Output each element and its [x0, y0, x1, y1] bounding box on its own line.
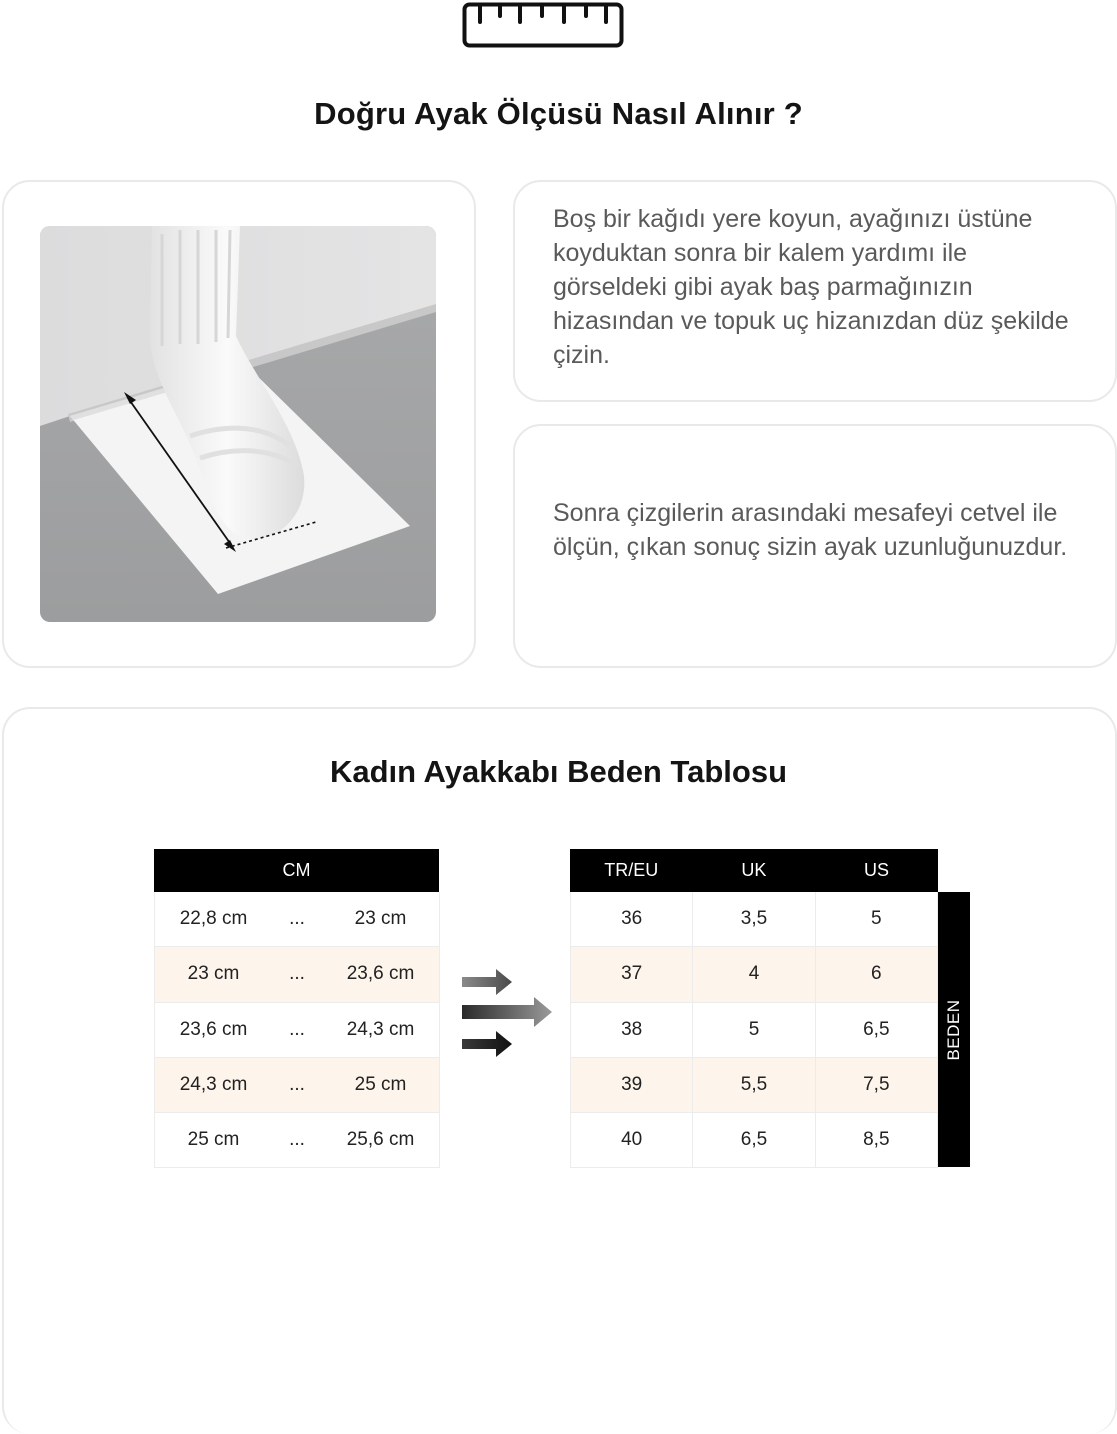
tr-eu-cell: 37 — [571, 947, 693, 1001]
beden-label-text: BEDEN — [944, 998, 963, 1061]
size-row — [570, 892, 938, 947]
us-header: US — [863, 860, 889, 880]
cm-separator: ... — [289, 1074, 305, 1096]
cm-header: CM — [154, 849, 439, 892]
cm-to: 23 cm — [354, 908, 407, 930]
cm-from: 22,8 cm — [179, 908, 248, 930]
cm-row — [154, 1003, 440, 1058]
cm-row — [154, 1113, 440, 1168]
cm-to: 25,6 cm — [346, 1129, 415, 1151]
cm-separator: ... — [289, 908, 305, 930]
cm-row — [154, 1058, 440, 1113]
cm-separator: ... — [289, 1129, 305, 1151]
step-2-text: Sonra çizgilerin arasındaki mesafeyi cetvel ile ölçün, çıkan sonuç sizin ayak uzunluğunuzdur. — [553, 499, 1068, 561]
tr-eu-cell: 38 — [571, 1003, 693, 1057]
cm-to: 23,6 cm — [346, 963, 415, 985]
tr-eu-cell: 39 — [571, 1058, 693, 1112]
uk-cell: 5 — [693, 1003, 815, 1057]
cm-from: 25 cm — [187, 1129, 240, 1151]
foot-measure-illustration — [40, 226, 436, 622]
cm-from: 23 cm — [187, 963, 240, 985]
cm-to: 24,3 cm — [346, 1018, 415, 1040]
us-cell: 8,5 — [816, 1113, 938, 1167]
tr-eu-header: TR/EU — [604, 860, 659, 880]
cm-row — [154, 947, 440, 1002]
size-row — [570, 947, 938, 1002]
cm-table — [154, 892, 440, 1168]
size-row — [570, 1003, 938, 1058]
us-cell: 5 — [816, 892, 938, 946]
size-row — [570, 1113, 938, 1168]
page-title: Doğru Ayak Ölçüsü Nasıl Alınır ? — [314, 96, 803, 131]
uk-cell: 4 — [693, 947, 815, 1001]
size-table — [570, 892, 938, 1168]
cm-row — [154, 892, 440, 947]
uk-cell: 5,5 — [693, 1058, 815, 1112]
ruler-icon — [462, 2, 624, 48]
uk-header: UK — [741, 860, 767, 880]
uk-cell: 3,5 — [693, 892, 815, 946]
size-header — [570, 849, 938, 892]
us-cell: 6,5 — [816, 1003, 938, 1057]
tr-eu-cell: 40 — [571, 1113, 693, 1167]
arrows-right-icon — [458, 965, 558, 1060]
size-table-title: Kadın Ayakkabı Beden Tablosu — [329, 754, 788, 789]
cm-separator: ... — [289, 963, 305, 985]
cm-separator: ... — [289, 1018, 305, 1040]
us-cell: 7,5 — [816, 1058, 938, 1112]
cm-from: 23,6 cm — [179, 1018, 248, 1040]
cm-to: 25 cm — [354, 1074, 407, 1096]
tr-eu-cell: 36 — [571, 892, 693, 946]
cm-from: 24,3 cm — [179, 1074, 248, 1096]
size-row — [570, 1058, 938, 1113]
step-1-text: Boş bir kağıdı yere koyun, ayağınızı üstüne koyduktan sonra bir kalem yardımı ile görseldeki gibi ayak baş parmağınızın hizasından ve topuk uç hizanızdan düz şekilde çizin. — [553, 205, 1069, 369]
us-cell: 6 — [816, 947, 938, 1001]
beden-side-label — [938, 892, 970, 1167]
uk-cell: 6,5 — [693, 1113, 815, 1167]
